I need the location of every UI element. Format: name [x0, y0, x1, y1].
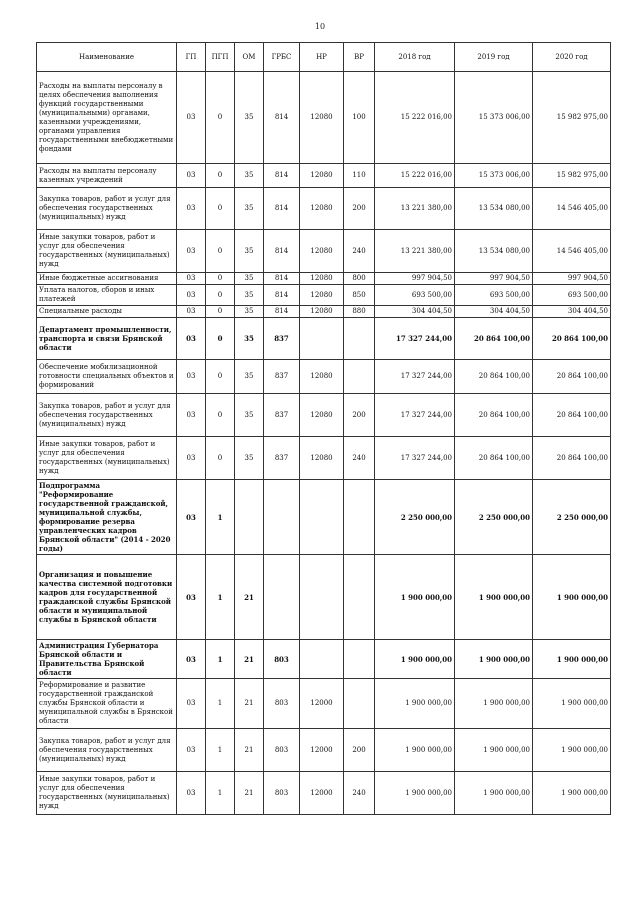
- table-row: [37, 72, 611, 164]
- cell-pgp: 1: [206, 729, 235, 772]
- cell-gp: 03: [177, 72, 206, 164]
- cell-nr: 12080: [300, 188, 344, 230]
- cell-grbs: 803: [264, 772, 300, 815]
- cell-gp: 03: [177, 394, 206, 437]
- cell-y2018: 1 900 000,00: [375, 640, 455, 679]
- cell-vr: [344, 480, 375, 555]
- cell-om: 21: [235, 772, 264, 815]
- cell-gp: 03: [177, 164, 206, 188]
- cell-gp: 03: [177, 273, 206, 285]
- cell-pgp: 0: [206, 273, 235, 285]
- table-row: [37, 285, 611, 306]
- cell-gp: 03: [177, 555, 206, 640]
- cell-name: Иные бюджетные ассигнования: [37, 273, 177, 285]
- cell-nr: 12080: [300, 72, 344, 164]
- cell-pgp: 1: [206, 772, 235, 815]
- cell-y2019: 20 864 100,00: [455, 318, 533, 360]
- cell-vr: 240: [344, 772, 375, 815]
- cell-om: 35: [235, 164, 264, 188]
- cell-om: 35: [235, 437, 264, 480]
- cell-pgp: 0: [206, 394, 235, 437]
- cell-y2019: 13 534 080,00: [455, 188, 533, 230]
- cell-y2018: 1 900 000,00: [375, 772, 455, 815]
- cell-vr: 850: [344, 285, 375, 306]
- cell-vr: 200: [344, 188, 375, 230]
- cell-grbs: 803: [264, 679, 300, 729]
- header-gp: ГП: [177, 43, 206, 72]
- cell-name: Расходы на выплаты персоналу казенных учреждений: [37, 164, 177, 188]
- cell-nr: [300, 555, 344, 640]
- cell-name: Департамент промышленности, транспорта и связи Брянской области: [37, 318, 177, 360]
- header-2018: 2018 год: [375, 43, 455, 72]
- table-row: [37, 188, 611, 230]
- cell-y2019: 1 900 000,00: [455, 772, 533, 815]
- cell-y2019: 693 500,00: [455, 285, 533, 306]
- cell-nr: 12080: [300, 230, 344, 273]
- cell-pgp: 0: [206, 360, 235, 394]
- cell-y2020: 2 250 000,00: [533, 480, 611, 555]
- cell-y2018: 2 250 000,00: [375, 480, 455, 555]
- cell-grbs: 814: [264, 164, 300, 188]
- cell-y2019: 1 900 000,00: [455, 555, 533, 640]
- table-row: [37, 555, 611, 640]
- cell-y2018: 17 327 244,00: [375, 360, 455, 394]
- cell-y2020: 15 982 975,00: [533, 72, 611, 164]
- cell-om: 35: [235, 318, 264, 360]
- cell-y2018: 17 327 244,00: [375, 437, 455, 480]
- cell-gp: 03: [177, 230, 206, 273]
- cell-name: Уплата налогов, сборов и иных платежей: [37, 285, 177, 306]
- cell-name: Администрация Губернатора Брянской области и Правительства Брянской области: [37, 640, 177, 679]
- cell-vr: 200: [344, 394, 375, 437]
- table-row: [37, 679, 611, 729]
- cell-pgp: 0: [206, 318, 235, 360]
- cell-grbs: 837: [264, 360, 300, 394]
- cell-grbs: 814: [264, 72, 300, 164]
- table-row: [37, 306, 611, 318]
- cell-vr: [344, 555, 375, 640]
- header-pgp: ПГП: [206, 43, 235, 72]
- cell-pgp: 1: [206, 679, 235, 729]
- cell-y2020: 304 404,50: [533, 306, 611, 318]
- cell-y2020: 14 546 405,00: [533, 230, 611, 273]
- cell-om: 21: [235, 729, 264, 772]
- table-header-row: [37, 43, 611, 72]
- table-row: [37, 360, 611, 394]
- cell-grbs: 814: [264, 188, 300, 230]
- table-row: [37, 729, 611, 772]
- cell-y2018: 13 221 380,00: [375, 188, 455, 230]
- cell-nr: [300, 318, 344, 360]
- cell-y2018: 997 904,50: [375, 273, 455, 285]
- cell-name: Реформирование и развитие государственной гражданской службы Брянской области и муниципальной службы в Брянской области: [37, 679, 177, 729]
- cell-grbs: 837: [264, 437, 300, 480]
- cell-y2020: 1 900 000,00: [533, 679, 611, 729]
- cell-y2020: 20 864 100,00: [533, 360, 611, 394]
- cell-om: 35: [235, 188, 264, 230]
- cell-y2019: 20 864 100,00: [455, 437, 533, 480]
- cell-name: Организация и повышение качества системной подготовки кадров для государственной гражданской службы Брянской области и муниципальной службы в Брянской области: [37, 555, 177, 640]
- header-2019: 2019 год: [455, 43, 533, 72]
- cell-gp: 03: [177, 480, 206, 555]
- cell-y2020: 693 500,00: [533, 285, 611, 306]
- cell-vr: 800: [344, 273, 375, 285]
- cell-y2019: 20 864 100,00: [455, 394, 533, 437]
- header-2020: 2020 год: [533, 43, 611, 72]
- cell-y2018: 17 327 244,00: [375, 318, 455, 360]
- cell-gp: 03: [177, 729, 206, 772]
- cell-grbs: 803: [264, 640, 300, 679]
- cell-y2018: 1 900 000,00: [375, 679, 455, 729]
- cell-grbs: 814: [264, 273, 300, 285]
- cell-grbs: 814: [264, 285, 300, 306]
- table-row: [37, 318, 611, 360]
- cell-pgp: 0: [206, 437, 235, 480]
- table-row: [37, 230, 611, 273]
- cell-nr: 12000: [300, 679, 344, 729]
- header-nr: НР: [300, 43, 344, 72]
- cell-y2020: 1 900 000,00: [533, 729, 611, 772]
- cell-nr: 12080: [300, 164, 344, 188]
- cell-y2020: 20 864 100,00: [533, 394, 611, 437]
- cell-pgp: 0: [206, 230, 235, 273]
- cell-vr: [344, 360, 375, 394]
- cell-om: 35: [235, 72, 264, 164]
- cell-name: Иные закупки товаров, работ и услуг для обеспечения государственных (муниципальных) нужд: [37, 437, 177, 480]
- cell-pgp: 1: [206, 640, 235, 679]
- cell-y2019: 15 373 006,00: [455, 72, 533, 164]
- cell-grbs: 814: [264, 230, 300, 273]
- cell-gp: 03: [177, 285, 206, 306]
- cell-gp: 03: [177, 640, 206, 679]
- cell-gp: 03: [177, 360, 206, 394]
- cell-om: 21: [235, 555, 264, 640]
- cell-om: 35: [235, 394, 264, 437]
- cell-nr: 12000: [300, 729, 344, 772]
- cell-y2018: 304 404,50: [375, 306, 455, 318]
- cell-y2020: 1 900 000,00: [533, 772, 611, 815]
- cell-pgp: 0: [206, 306, 235, 318]
- cell-name: Иные закупки товаров, работ и услуг для обеспечения государственных (муниципальных) нужд: [37, 230, 177, 273]
- cell-vr: 200: [344, 729, 375, 772]
- cell-om: 35: [235, 360, 264, 394]
- cell-pgp: 1: [206, 480, 235, 555]
- cell-y2019: 15 373 006,00: [455, 164, 533, 188]
- cell-y2020: 14 546 405,00: [533, 188, 611, 230]
- cell-name: Закупка товаров, работ и услуг для обеспечения государственных (муниципальных) нужд: [37, 394, 177, 437]
- cell-y2020: 1 900 000,00: [533, 640, 611, 679]
- cell-y2019: 20 864 100,00: [455, 360, 533, 394]
- cell-gp: 03: [177, 772, 206, 815]
- table-row: [37, 480, 611, 555]
- table-row: [37, 394, 611, 437]
- cell-name: Обеспечение мобилизационной готовности специальных объектов и формирований: [37, 360, 177, 394]
- cell-y2020: 15 982 975,00: [533, 164, 611, 188]
- cell-y2018: 15 222 016,00: [375, 164, 455, 188]
- cell-nr: [300, 640, 344, 679]
- cell-om: 21: [235, 679, 264, 729]
- cell-y2018: 1 900 000,00: [375, 555, 455, 640]
- cell-pgp: 0: [206, 188, 235, 230]
- cell-vr: 110: [344, 164, 375, 188]
- cell-y2020: 997 904,50: [533, 273, 611, 285]
- cell-pgp: 1: [206, 555, 235, 640]
- table-row: [37, 164, 611, 188]
- cell-y2018: 17 327 244,00: [375, 394, 455, 437]
- cell-nr: [300, 480, 344, 555]
- cell-grbs: 837: [264, 318, 300, 360]
- cell-grbs: 814: [264, 306, 300, 318]
- cell-y2019: 2 250 000,00: [455, 480, 533, 555]
- table-row: [37, 640, 611, 679]
- cell-name: Подпрограмма "Реформирование государственной гражданской, муниципальной службы, формирование резерва управленческих кадров Брянской области" (2014 - 2020 годы): [37, 480, 177, 555]
- cell-gp: 03: [177, 437, 206, 480]
- cell-pgp: 0: [206, 285, 235, 306]
- cell-grbs: 837: [264, 394, 300, 437]
- cell-gp: 03: [177, 679, 206, 729]
- cell-nr: 12080: [300, 273, 344, 285]
- cell-name: Закупка товаров, работ и услуг для обеспечения государственных (муниципальных) нужд: [37, 729, 177, 772]
- cell-om: 35: [235, 273, 264, 285]
- header-vr: ВР: [344, 43, 375, 72]
- cell-y2018: 13 221 380,00: [375, 230, 455, 273]
- cell-y2018: 1 900 000,00: [375, 729, 455, 772]
- cell-vr: 880: [344, 306, 375, 318]
- cell-pgp: 0: [206, 72, 235, 164]
- cell-nr: 12000: [300, 772, 344, 815]
- cell-vr: 100: [344, 72, 375, 164]
- budget-table: [36, 42, 611, 815]
- cell-nr: 12080: [300, 285, 344, 306]
- cell-y2019: 1 900 000,00: [455, 729, 533, 772]
- cell-name: Иные закупки товаров, работ и услуг для обеспечения государственных (муниципальных) нужд: [37, 772, 177, 815]
- cell-grbs: [264, 480, 300, 555]
- header-grbs: ГРБС: [264, 43, 300, 72]
- cell-name: Специальные расходы: [37, 306, 177, 318]
- cell-om: 35: [235, 285, 264, 306]
- cell-y2019: 997 904,50: [455, 273, 533, 285]
- cell-vr: [344, 640, 375, 679]
- cell-y2018: 693 500,00: [375, 285, 455, 306]
- cell-y2019: 13 534 080,00: [455, 230, 533, 273]
- cell-nr: 12080: [300, 360, 344, 394]
- table-row: [37, 772, 611, 815]
- table-row: [37, 437, 611, 480]
- table-row: [37, 273, 611, 285]
- cell-om: 35: [235, 306, 264, 318]
- cell-y2020: 20 864 100,00: [533, 318, 611, 360]
- cell-nr: 12080: [300, 394, 344, 437]
- cell-y2019: 304 404,50: [455, 306, 533, 318]
- cell-y2020: 1 900 000,00: [533, 555, 611, 640]
- cell-grbs: [264, 555, 300, 640]
- cell-vr: 240: [344, 230, 375, 273]
- cell-vr: [344, 318, 375, 360]
- cell-y2019: 1 900 000,00: [455, 640, 533, 679]
- cell-vr: 240: [344, 437, 375, 480]
- cell-grbs: 803: [264, 729, 300, 772]
- cell-gp: 03: [177, 318, 206, 360]
- header-om: ОМ: [235, 43, 264, 72]
- cell-gp: 03: [177, 306, 206, 318]
- cell-om: 21: [235, 640, 264, 679]
- cell-nr: 12080: [300, 306, 344, 318]
- cell-pgp: 0: [206, 164, 235, 188]
- cell-name: Закупка товаров, работ и услуг для обеспечения государственных (муниципальных) нужд: [37, 188, 177, 230]
- cell-y2019: 1 900 000,00: [455, 679, 533, 729]
- header-name: Наименование: [37, 43, 177, 72]
- cell-om: [235, 480, 264, 555]
- cell-vr: [344, 679, 375, 729]
- cell-nr: 12080: [300, 437, 344, 480]
- cell-name: Расходы на выплаты персоналу в целях обеспечения выполнения функций государственными (муниципальными) органами, казенными учреждениями, органами управления государственными внебюджетными фондами: [37, 72, 177, 164]
- page-number: 10: [314, 22, 326, 31]
- cell-gp: 03: [177, 188, 206, 230]
- cell-y2020: 20 864 100,00: [533, 437, 611, 480]
- cell-y2018: 15 222 016,00: [375, 72, 455, 164]
- cell-om: 35: [235, 230, 264, 273]
